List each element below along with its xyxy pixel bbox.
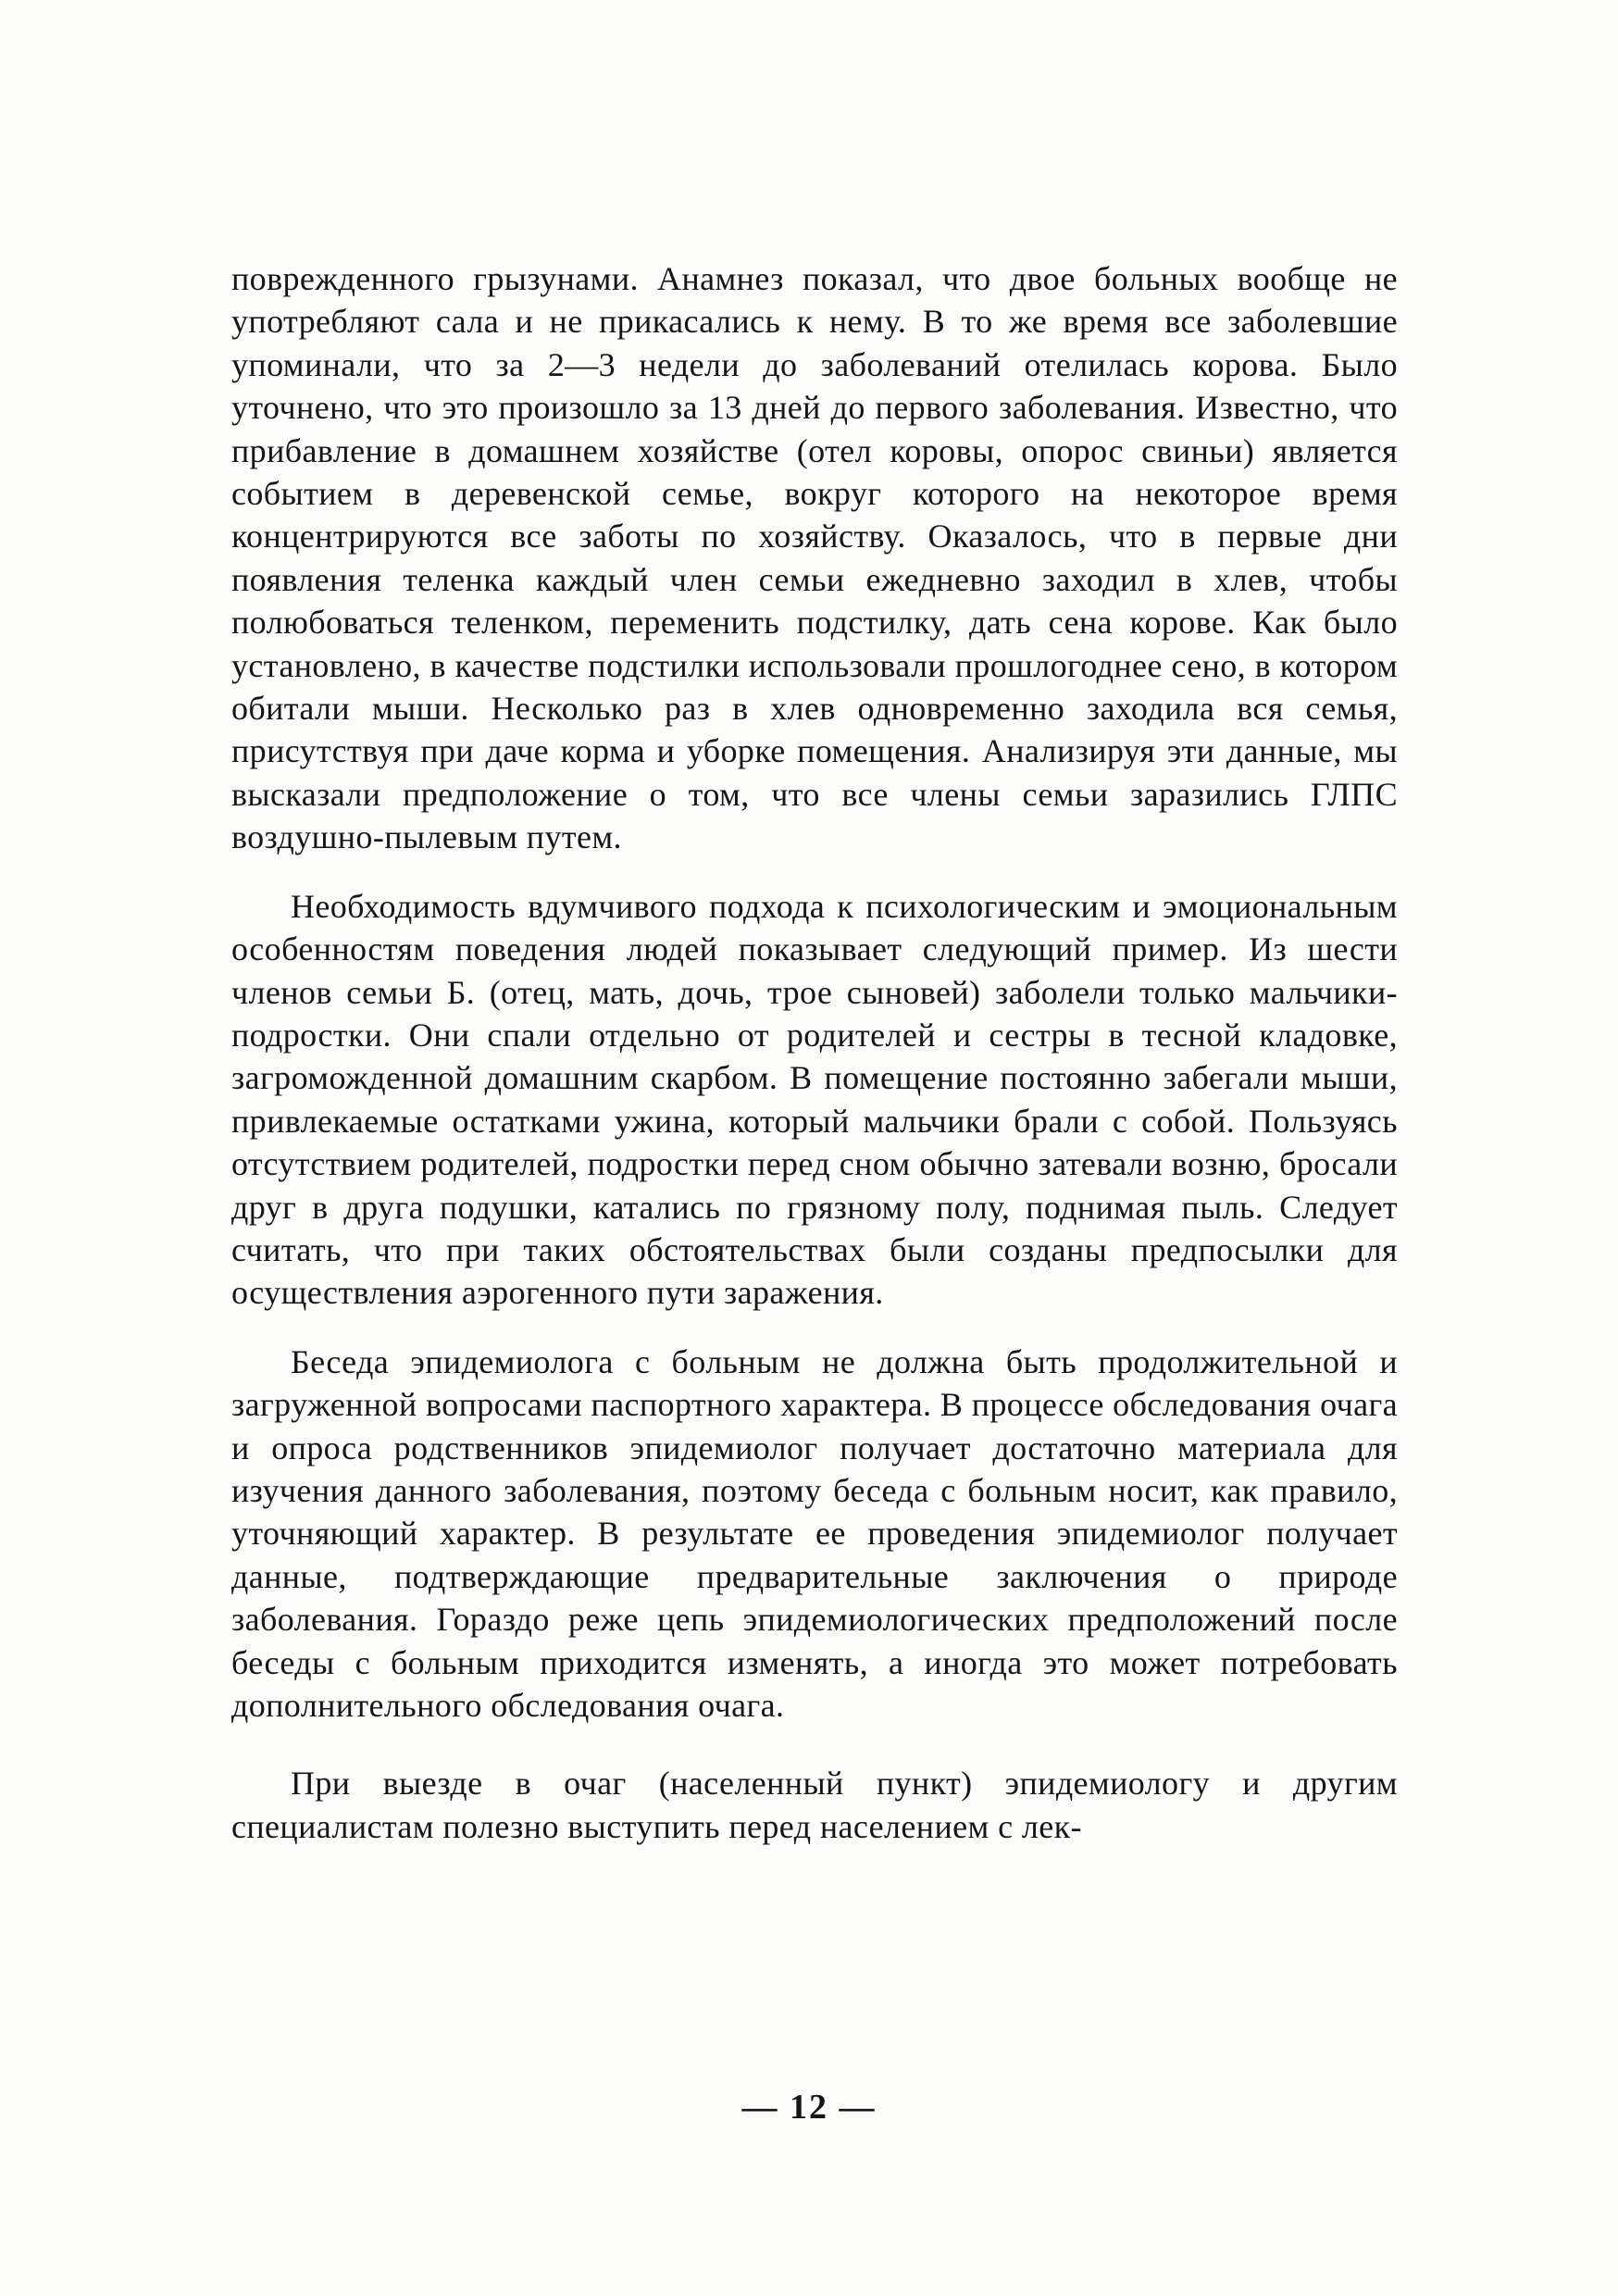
body-text: [231, 257, 1398, 1848]
paragraph-3: Беседа эпидемиолога с больным не должна быть продолжительной и загруженной вопросами паспортного характера. В процессе обследования очага и опроса родственников эпидемиолог получает достаточно материала для изучения данного заболевания, поэтому беседа с больным носит, как правило, уточняющий характер. В результате ее проведения эпидемиолог получает данные, подтверждающие предварительные заключения о природе заболевания. Гораздо реже цепь эпидемиологических предположений после беседы с больным приходится изменять, а иногда это может потребовать дополнительного обследования очага.: [231, 1342, 1398, 1724]
paragraph-2: Необходимость вдумчивого подхода к психологическим и эмоциональным особенностям поведения людей показывает следующий пример. Из шести членов семьи Б. (отец, мать, дочь, трое сыновей) заболели только мальчики-подростки. Они спали отдельно от родителей и сестры в тесной кладовке, загроможденной домашним скарбом. В помещение постоянно забегали мыши, привлекаемые остатками ужина, который мальчики брали с собой. Пользуясь отсутствием родителей, подростки перед сном обычно затевали возню, бросали друг в друга подушки, катались по грязному полу, поднимая пыль. Следует считать, что при таких обстоятельствах были созданы предпосылки для осуществления аэрогенного пути заражения.: [231, 887, 1398, 1312]
page-number: — 12 —: [741, 2088, 877, 2127]
paragraph-4: При выезде в очаг (населенный пункт) эпидемиологу и другим специалистам полезно выступить перед населением с лек-: [231, 1765, 1398, 1845]
paragraph-1: поврежденного грызунами. Анамнез показал, что двое больных вообще не употребляют сала и не прикасались к нему. В то же время все заболевшие упоминали, что за 2—3 недели до заболеваний отелилась корова. Было уточнено, что это произошло за 13 дней до первого заболевания. Известно, что прибавление в домашнем хозяйстве (отел коровы, опорос свиньи) является событием в деревенской семье, вокруг которого на некоторое время концентрируются все заботы по хозяйству. Оказалось, что в первые дни появления теленка каждый член семьи ежедневно заходил в хлев, чтобы полюбоваться теленком, переменить подстилку, дать сена корове. Как было установлено, в качестве подстилки использовали прошлогоднее сено, в котором обитали мыши. Несколько раз в хлев одновременно заходила вся семья, присутствуя при даче корма и уборке помещения. Анализируя эти данные, мы высказали предположение о том, что все члены семьи заразились ГЛПС воздушно-пылевым путем.: [231, 260, 1398, 856]
